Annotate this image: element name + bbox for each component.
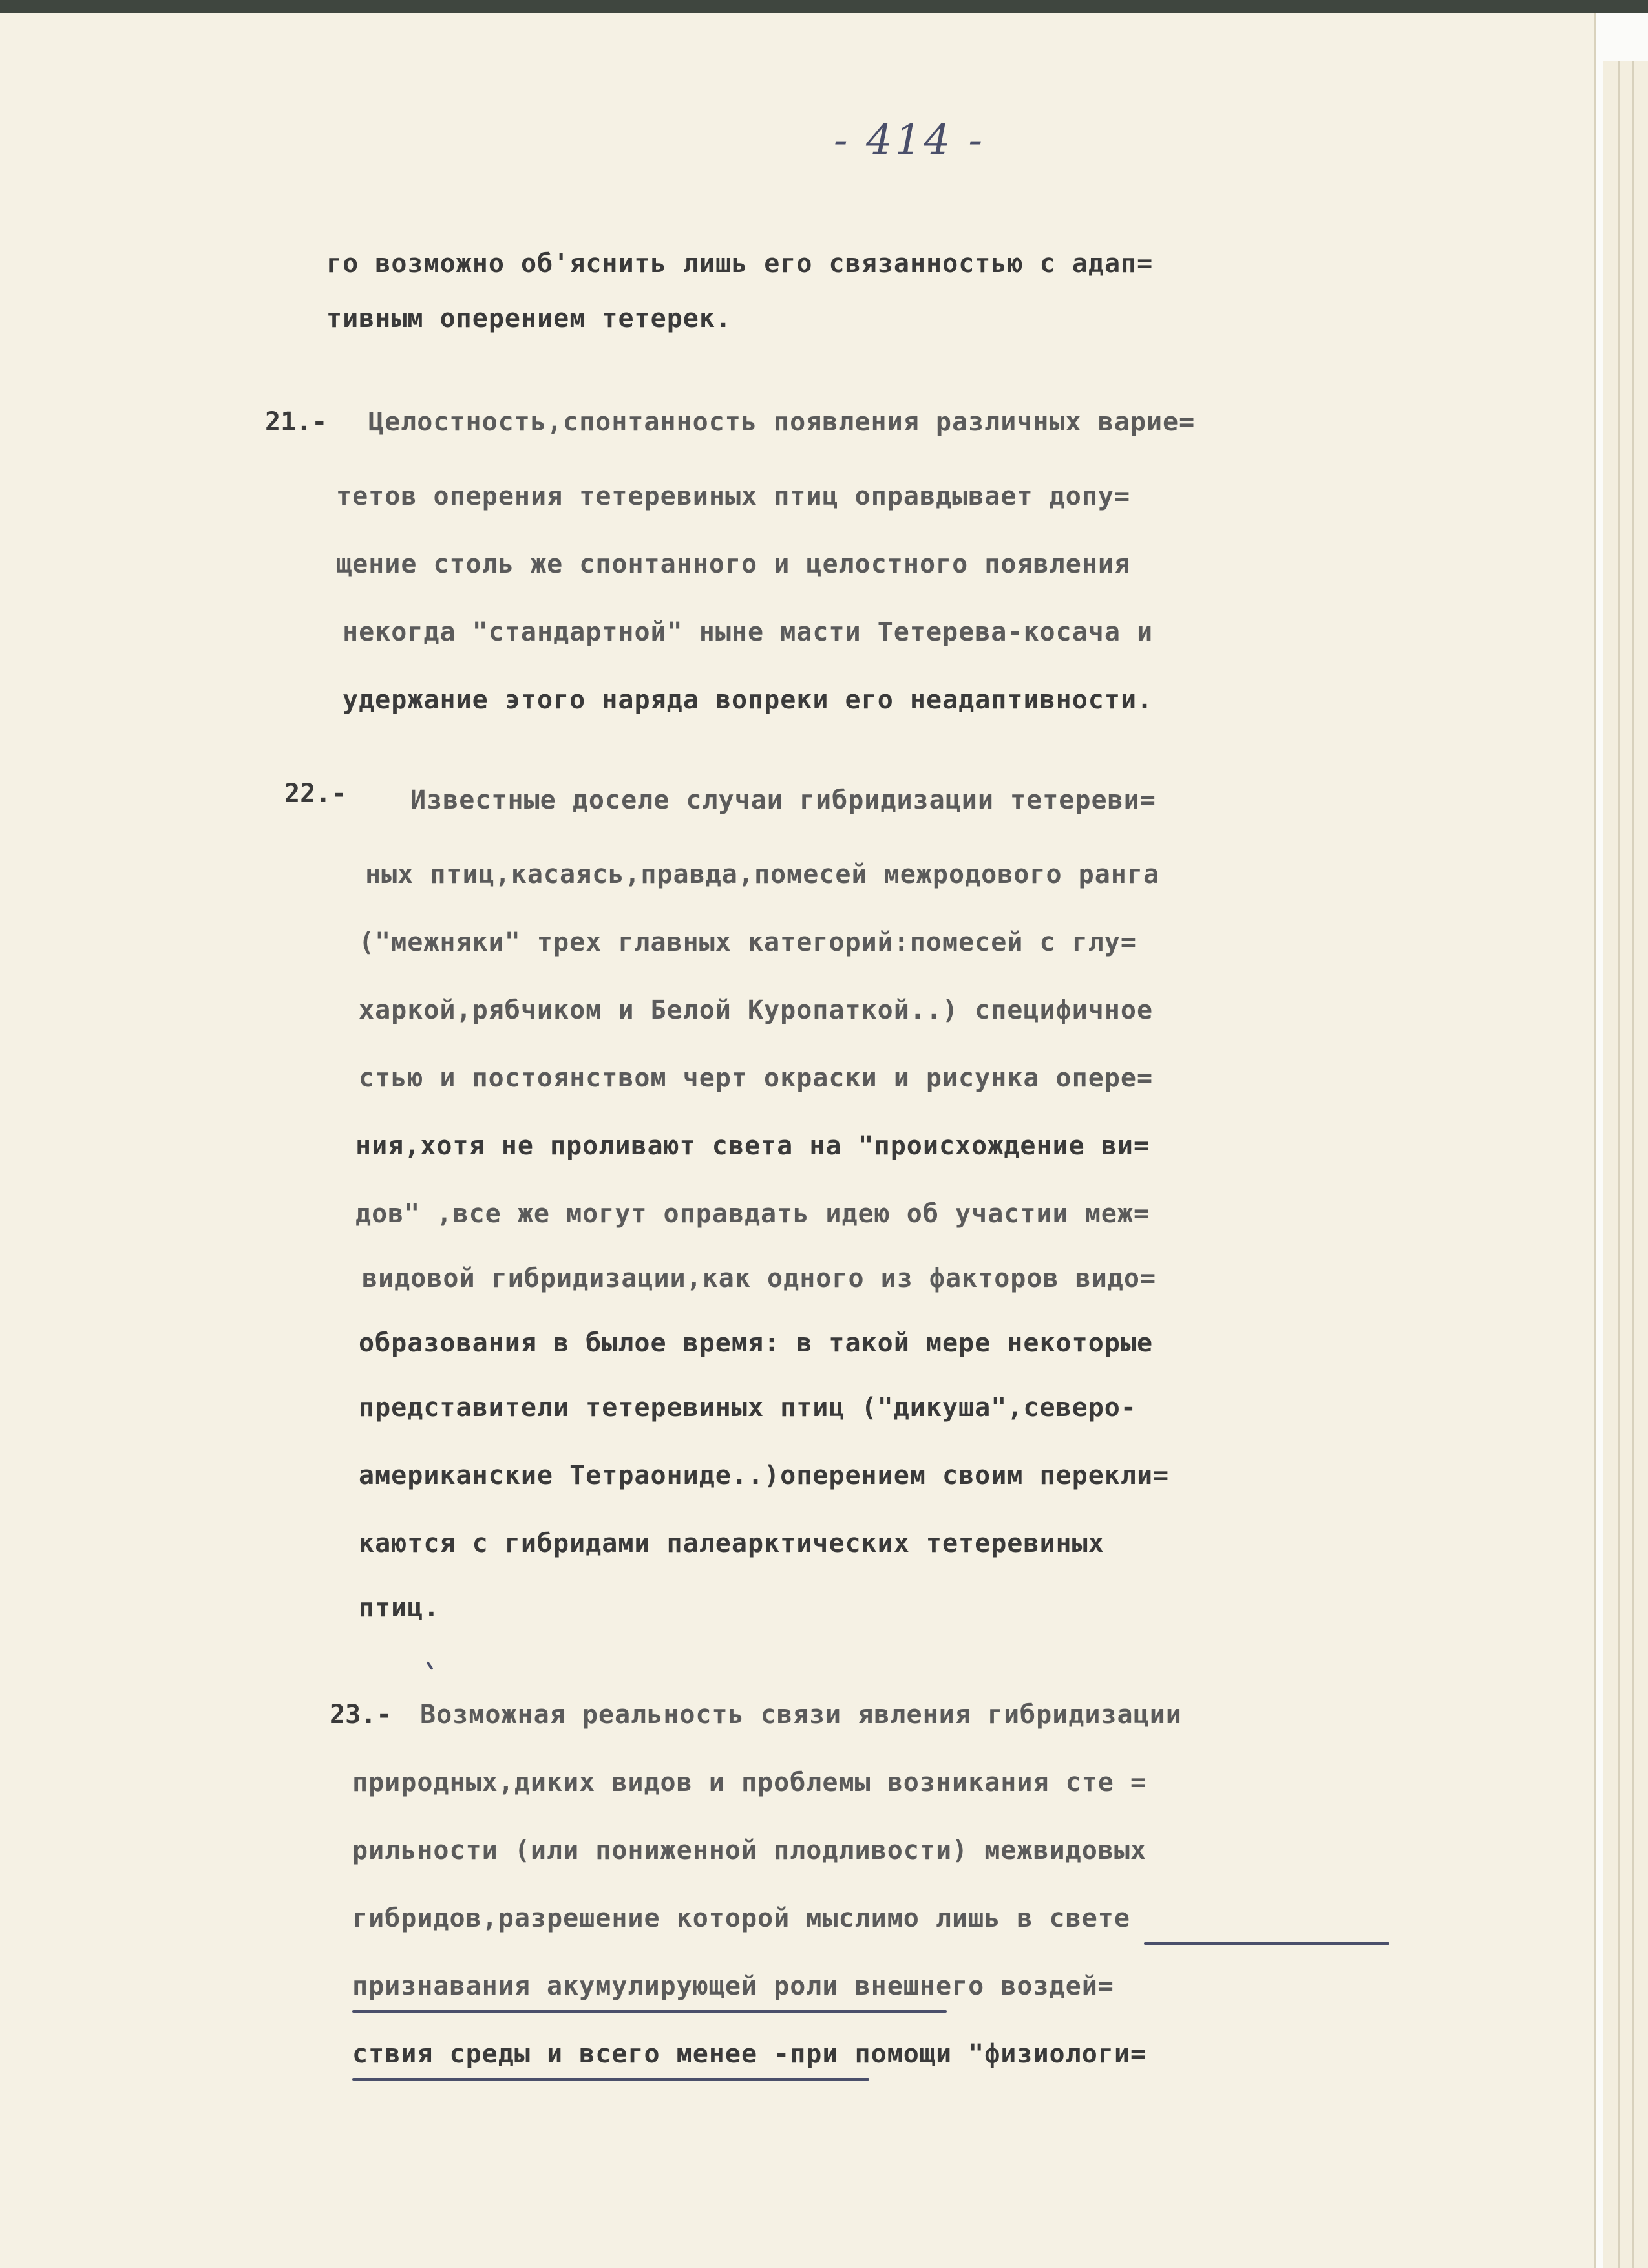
text-line: Возможная реальность связи явления гибридизации — [420, 1700, 1182, 1730]
sheet-edge — [1632, 61, 1634, 2268]
stacked-sheets — [1603, 61, 1648, 2268]
text-line: птиц. — [359, 1593, 440, 1623]
text-line: тивным оперением тетерек. — [326, 304, 732, 334]
text-line: каются с гибридами палеарктических тетеревиных — [359, 1529, 1104, 1558]
text-line: признавания акумулирующей роли внешнего воздей= — [352, 1971, 1114, 2001]
text-line: ния,хотя не проливают света на "происхождение ви= — [355, 1131, 1150, 1161]
text-line: американские Тетраониде..)оперением своим перекли= — [359, 1461, 1170, 1490]
text-line: Целостность,спонтанность появления различных варие= — [368, 407, 1196, 437]
text-line: гибридов,разрешение которой мыслимо лишь в свете — [352, 1903, 1130, 1933]
sheet-edge — [1618, 61, 1620, 2268]
typed-page — [0, 13, 1596, 2268]
text-line: го возможно об'яснить лишь его связанностью с адап= — [326, 249, 1154, 279]
handwritten-underline — [1144, 1942, 1389, 1945]
page-number: - 414 - — [834, 116, 986, 164]
text-line: видовой гибридизации,как одного из факторов видо= — [362, 1264, 1157, 1293]
text-line: щение столь же спонтанного и целостного появления — [336, 549, 1131, 579]
text-line: Известные доселе случаи гибридизации тетереви= — [410, 785, 1156, 815]
handwritten-underline — [352, 2010, 947, 2013]
text-line: образования в былое время: в такой мере некоторые — [359, 1328, 1154, 1358]
paragraph-number: 22.- — [284, 779, 347, 809]
text-line: харкой,рябчиком и Белой Куропаткой..) специфичное — [359, 995, 1154, 1025]
text-line: природных,диких видов и проблемы возникания сте = — [352, 1768, 1147, 1797]
handwritten-underline — [352, 2078, 869, 2081]
text-line: стью и постоянством черт окраски и рисунка опере= — [359, 1063, 1154, 1093]
text-line: ных птиц,касаясь,правда,помесей межродового ранга — [365, 860, 1160, 889]
text-line: ("межняки" трех главных категорий:помесей с глу= — [359, 927, 1137, 957]
paragraph-number: 21.- — [265, 407, 328, 437]
text-line: удержание этого наряда вопреки его неадаптивности. — [343, 685, 1154, 715]
text-line: представители тетеревиных птиц ("дикуша",северо- — [359, 1393, 1137, 1423]
text-line: некогда "стандартной" ныне масти Тетерева-косача и — [343, 617, 1154, 647]
text-line: ствия среды и всего менее -при помощи "физиологи= — [352, 2039, 1147, 2069]
scanner-edge — [0, 0, 1648, 13]
text-line: дов" ,все же могут оправдать идею об участии меж= — [355, 1199, 1150, 1229]
text-line: рильности (или пониженной плодливости) межвидовых — [352, 1836, 1147, 1865]
text-line: тетов оперения тетеревиных птиц оправдывает допу= — [336, 482, 1131, 511]
paragraph-number: 23.- — [330, 1700, 392, 1730]
pen-mark — [426, 1661, 433, 1670]
